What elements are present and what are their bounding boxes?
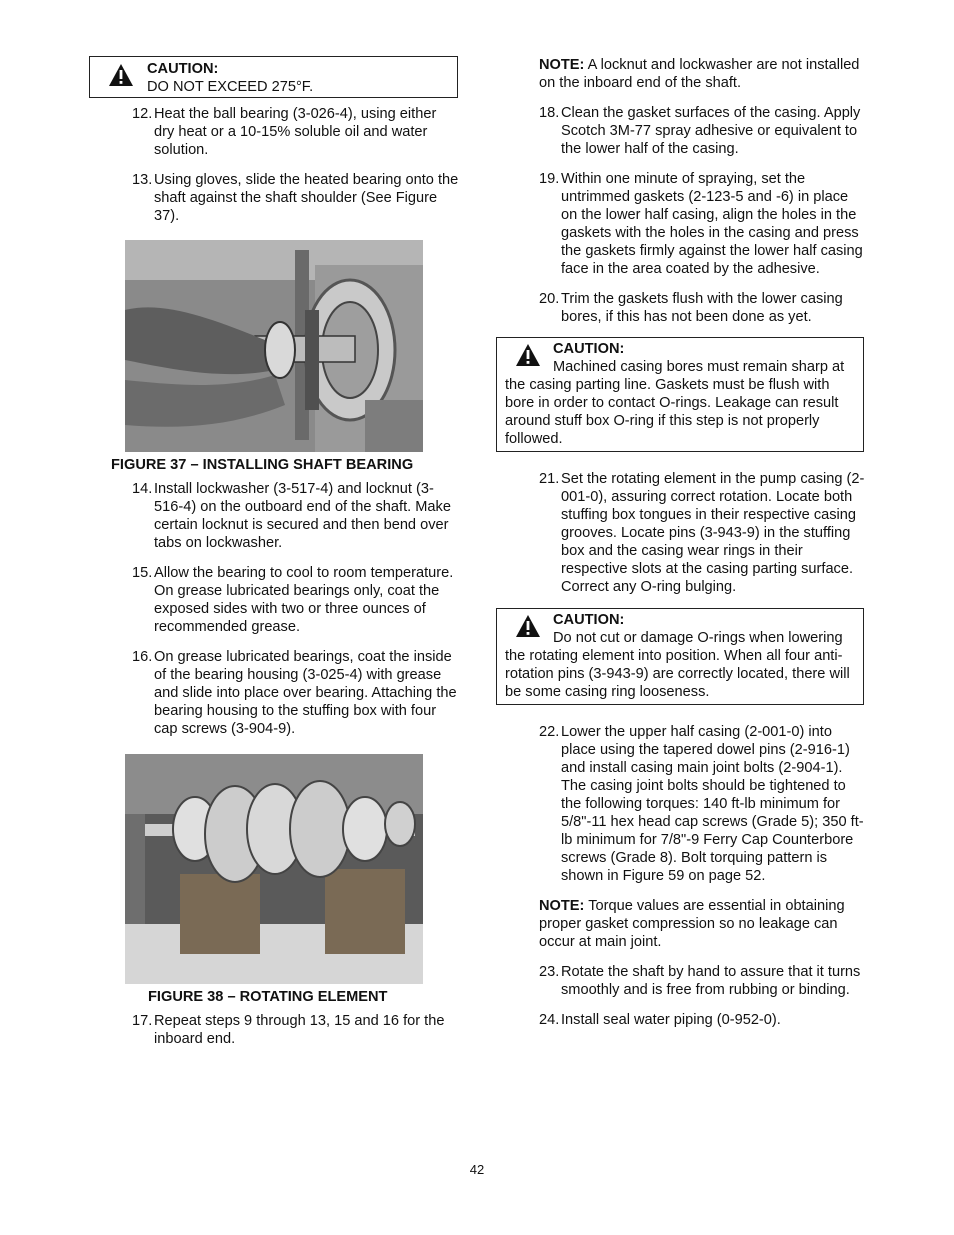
step-number: 21.	[539, 471, 560, 487]
step-19	[496, 170, 866, 278]
caution-title: CAUTION:	[147, 61, 219, 77]
bearing-installation-illustration	[125, 240, 423, 452]
caution-box-temperature	[89, 56, 458, 98]
note-torque	[496, 897, 866, 951]
step-12	[89, 105, 459, 159]
step-text: Using gloves, slide the heated bearing onto the shaft against the shaft shoulder (See Figure 37).	[154, 172, 459, 224]
caution-text: DO NOT EXCEED 275°F.	[147, 79, 314, 95]
step-number: 16.	[132, 649, 153, 665]
figure-38-caption: FIGURE 38 – ROTATING ELEMENT	[148, 989, 388, 1005]
caution-box-casing-bores	[496, 337, 864, 452]
step-number: 15.	[132, 565, 153, 581]
figure-37-caption: FIGURE 37 – INSTALLING SHAFT BEARING	[111, 457, 414, 473]
step-15	[89, 564, 459, 636]
caution-title: CAUTION:	[553, 341, 625, 357]
warning-triangle-icon	[108, 63, 134, 87]
step-13	[89, 171, 459, 225]
step-text: Allow the bearing to cool to room temperature. On grease lubricated bearings only, coat the exposed sides with two or three ounces of recommended grease.	[154, 565, 454, 635]
step-text: On grease lubricated bearings, coat the inside of the bearing housing (3-025-4) with grease and slide into place over bearing. Attaching the bearing housing to the stuffing box with four cap screws (3-904-9).	[154, 649, 457, 737]
step-number: 18.	[539, 105, 560, 121]
caution-title: CAUTION:	[553, 612, 625, 628]
step-text: Lower the upper half casing (2-001-0) into place using the tapered dowel pins (2-916-1) and install casing main joint bolts (2-904-1). The casing joint bolts should be tightened to the following torques: 140 ft-lb minimum for 5/8"-11 hex head cap screws (Grade 5); 350 ft-lb minimum for 7/8"-9 Ferry Cap Counterbore screws (Grade 8). Bolt torquing pattern is shown in Figure 59 on page 52.	[561, 724, 864, 884]
note-label: NOTE:	[539, 898, 585, 914]
step-23	[496, 963, 866, 999]
note-locknut	[496, 56, 866, 92]
rotating-element-illustration	[125, 754, 423, 984]
step-21	[496, 470, 866, 596]
warning-triangle-icon	[515, 343, 541, 367]
step-24	[496, 1011, 866, 1029]
step-text: Rotate the shaft by hand to assure that it turns smoothly and is free from rubbing or binding.	[561, 964, 861, 998]
step-number: 20.	[539, 291, 560, 307]
step-text: Repeat steps 9 through 13, 15 and 16 for the inboard end.	[154, 1013, 445, 1047]
step-16	[89, 648, 459, 738]
step-text: Heat the ball bearing (3-026-4), using either dry heat or a 10-15% soluble oil and water solution.	[154, 106, 437, 158]
note-text: Torque values are essential in obtaining proper gasket compression so no leakage can occur at main joint.	[539, 898, 845, 950]
right-column	[496, 56, 866, 1029]
step-text: Set the rotating element in the pump casing (2-001-0), assuring correct rotation. Locate both stuffing box tongues in their respective casing grooves. Locate pins (3-943-9) in the stuffing box and the casing wear rings in their respective slots at the casing parting surface. Correct any O-ring bulging.	[561, 471, 865, 595]
step-22	[496, 723, 866, 885]
note-label: NOTE:	[539, 57, 585, 73]
step-text: Trim the gaskets flush with the lower casing bores, if this has not been done as yet.	[561, 291, 843, 325]
step-text: Within one minute of spraying, set the untrimmed gaskets (2-123-5 and -6) in place on the lower half casing, align the holes in the gaskets with the holes in the casing and press the gaskets firmly against the lower half casing face in the area coated by the adhesive.	[561, 171, 863, 277]
step-number: 19.	[539, 171, 560, 187]
page-number: 42	[469, 1162, 485, 1177]
step-number: 23.	[539, 964, 560, 980]
step-number: 24.	[539, 1012, 560, 1028]
warning-triangle-icon	[515, 614, 541, 638]
step-text: Install seal water piping (0-952-0).	[561, 1012, 781, 1028]
caution-box-o-rings	[496, 608, 864, 705]
step-20	[496, 290, 866, 326]
step-number: 13.	[132, 172, 153, 188]
step-18	[496, 104, 866, 158]
step-text: Install lockwasher (3-517-4) and locknut (3-516-4) on the outboard end of the shaft. Make certain locknut is secured and then bend over tabs on lockwasher.	[154, 481, 451, 551]
step-14	[89, 480, 459, 552]
caution-text: Do not cut or damage O-rings when lowering the rotating element into position. When all four anti-rotation pins (3-943-9) are correctly located, there will be some casing ring looseness.	[505, 630, 850, 700]
left-column	[89, 56, 459, 1048]
figure-38-photo	[125, 754, 423, 984]
step-number: 12.	[132, 106, 153, 122]
step-number: 14.	[132, 481, 153, 497]
step-text: Clean the gasket surfaces of the casing. Apply Scotch 3M-77 spray adhesive or equivalent to the lower half of the casing.	[561, 105, 861, 157]
step-17	[89, 1012, 459, 1048]
step-number: 22.	[539, 724, 560, 740]
figure-37-photo	[125, 240, 423, 452]
note-text: A locknut and lockwasher are not installed on the inboard end of the shaft.	[539, 57, 860, 91]
step-number: 17.	[132, 1013, 153, 1029]
caution-text: Machined casing bores must remain sharp at the casing parting line. Gaskets must be flush with bore in order to contact O-rings. Leakage can result around stuff box O-ring if this step is not properly followed.	[505, 359, 845, 447]
